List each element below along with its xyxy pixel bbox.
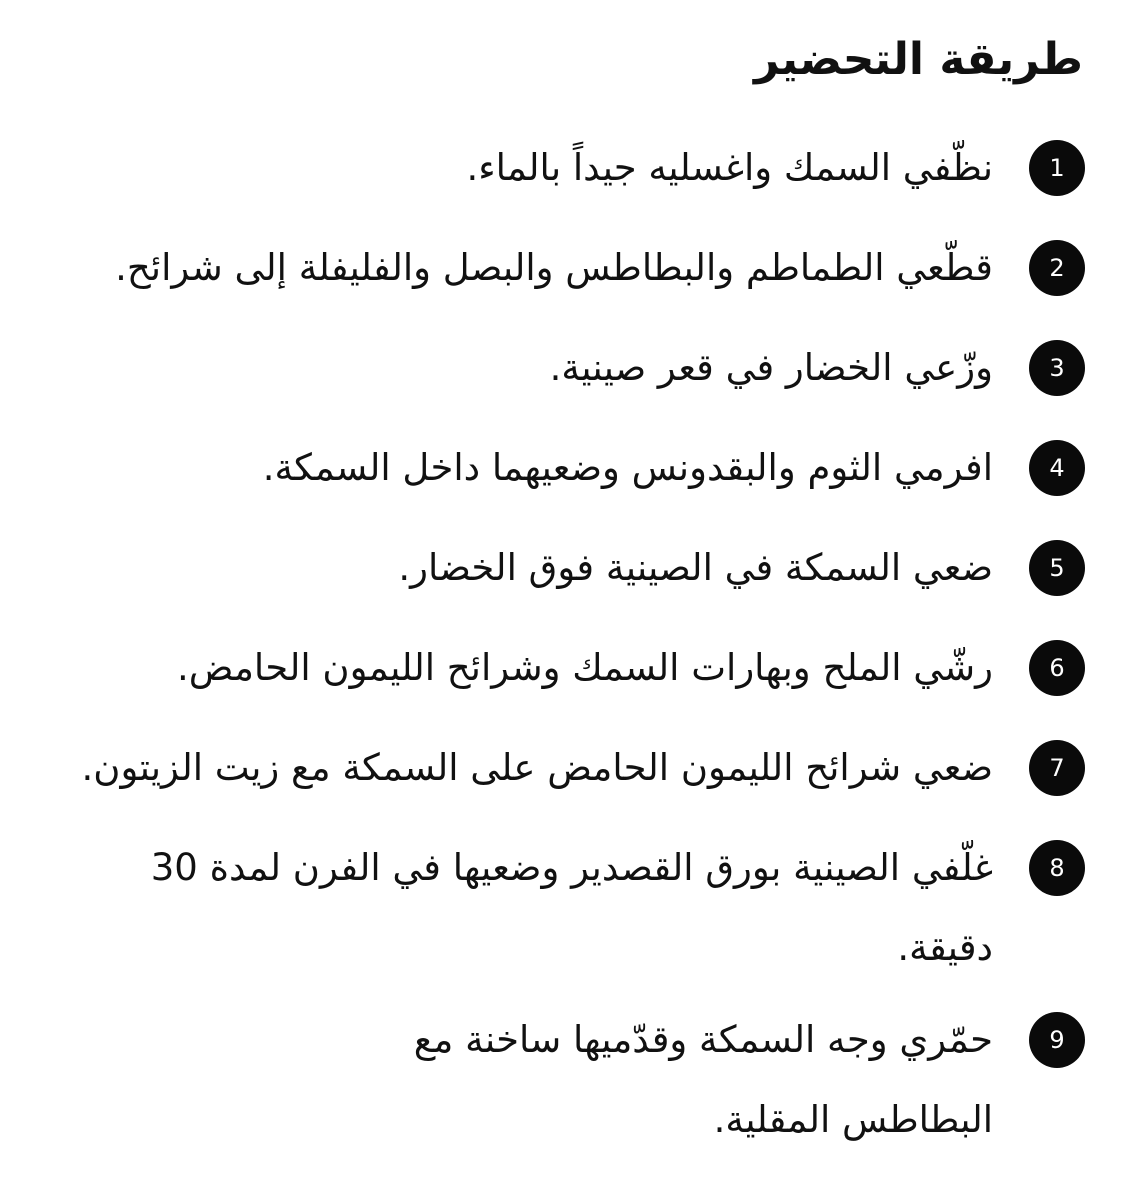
step-text: ضعي السمكة في الصينية فوق الخضار. [398, 546, 993, 589]
step-text: ضعي شرائح الليمون الحامض على السمكة مع زيت الزيتون. [81, 746, 993, 789]
step-number-badge: 1 [1029, 140, 1085, 196]
step-text: افرمي الثوم والبقدونس وضعيهما داخل السمكة. [262, 446, 993, 489]
step-item [40, 540, 1085, 596]
step-number-badge: 4 [1029, 440, 1085, 496]
step-number-badge: 3 [1029, 340, 1085, 396]
step-text: غلّفي الصينية بورق القصدير وضعيها في الفرن لمدة 30 دقيقة. [150, 846, 993, 969]
step-number-badge: 2 [1029, 240, 1085, 296]
step-text: وزّعي الخضار في قعر صينية. [549, 346, 993, 389]
step-item [40, 240, 1085, 296]
step-number-badge: 6 [1029, 640, 1085, 696]
step-number-badge: 7 [1029, 740, 1085, 796]
step-item [40, 440, 1085, 496]
step-item [40, 140, 1085, 196]
step-item [40, 640, 1085, 696]
step-text: رشّي الملح وبهارات السمك وشرائح الليمون الحامض. [177, 646, 993, 689]
step-text: قطّعي الطماطم والبطاطس والبصل والفليفلة إلى شرائح. [115, 246, 993, 289]
section-title: طريقة التحضير [754, 34, 1083, 85]
step-item [40, 340, 1085, 396]
step-text: حمّري وجه السمكة وقدّميها ساخنة مع البطاطس المقلية. [413, 1018, 993, 1141]
step-item [40, 1012, 1085, 1141]
step-item [40, 840, 1085, 969]
step-number-badge: 9 [1029, 1012, 1085, 1068]
step-item [40, 740, 1085, 796]
step-number-badge: 8 [1029, 840, 1085, 896]
step-text: نظّفي السمك واغسليه جيداً بالماء. [466, 146, 993, 189]
step-number-badge: 5 [1029, 540, 1085, 596]
